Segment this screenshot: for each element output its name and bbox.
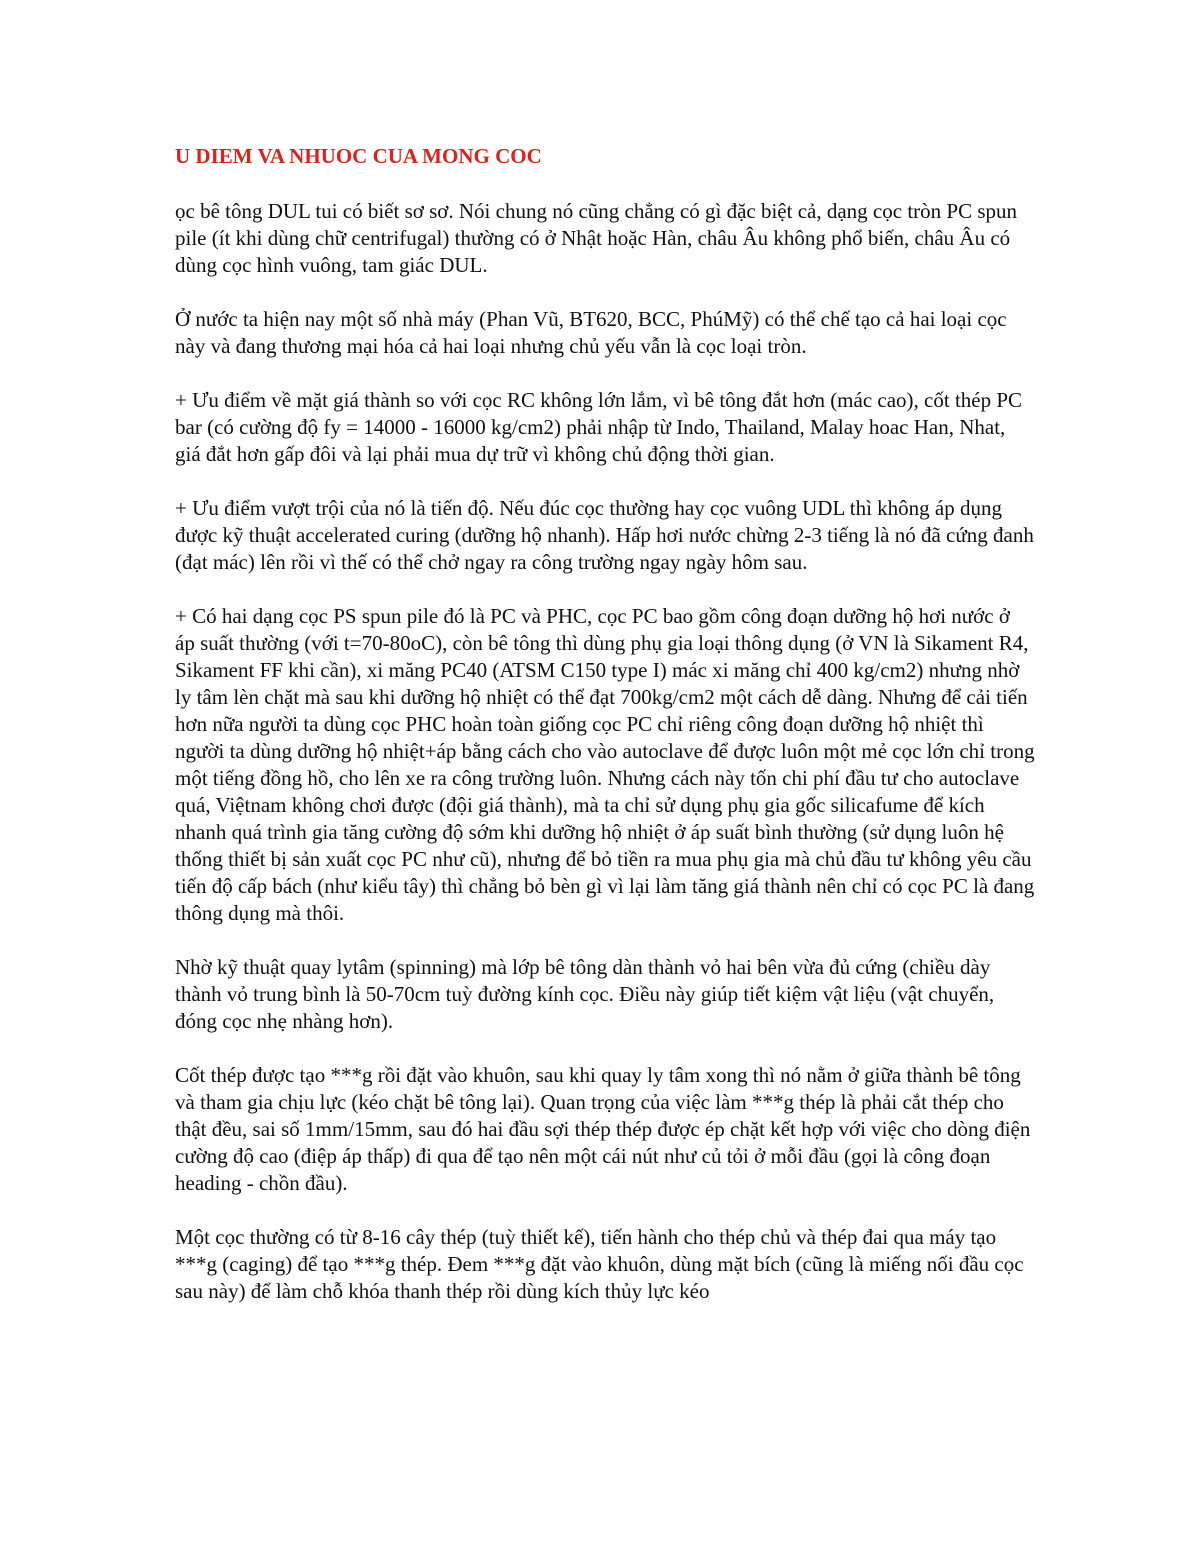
paragraph-cost-advantage: + Ưu điểm về mặt giá thành so với cọc RC không lớn lắm, vì bê tông đắt hơn (mác cao), cốt thép PC bar (có cường độ fy = 14000 - 16000 kg/cm2) phải nhập từ Indo, Thailand, Malay hoac Han, Nhat, giá đắt hơn gấp đôi và lại phải mua dự trữ vì không chủ động thời gian. bbox=[175, 388, 1023, 466]
paragraph-intro: ọc bê tông DUL tui có biết sơ sơ. Nói chung nó cũng chẳng có gì đặc biệt cả, dạng cọc tròn PC spun pile (ít khi dùng chữ centrifugal) thường có ở Nhật hoặc Hàn, châu Âu không phổ biến, châu Âu có dùng cọc hình vuông, tam giác DUL. bbox=[175, 199, 1017, 277]
paragraph-schedule-advantage: + Ưu điểm vượt trội của nó là tiến độ. Nếu đúc cọc thường hay cọc vuông UDL thì không áp dụng được kỹ thuật accelerated curing (dưỡng hộ nhanh). Hấp hơi nước chừng 2-3 tiếng là nó đã cứng đanh (đạt mác) lên rồi vì thế có thể chở ngay ra công trường ngay ngày hôm sau. bbox=[175, 496, 1034, 574]
document-page bbox=[175, 143, 1035, 1332]
paragraph-reinforcement-cage: Cốt thép được tạo ***g rồi đặt vào khuôn, sau khi quay ly tâm xong thì nó nằm ở giữa thành bê tông và tham gia chịu lực (kéo chặt bê tông lại). Quan trọng của việc làm ***g thép là phải cắt thép cho thật đều, sai số 1mm/15mm, sau đó hai đầu sợi thép thép được ép chặt kết hợp với việc cho dòng điện cường độ cao (điệp áp thấp) đi qua để tạo nên một cái nút như củ tỏi ở mỗi đầu (gọi là công đoạn heading - chồn đầu). bbox=[175, 1063, 1031, 1195]
document-title: U DIEM VA NHUOC CUA MONG COC bbox=[175, 144, 542, 168]
paragraph-pc-phc-types: + Có hai dạng cọc PS spun pile đó là PC và PHC, cọc PC bao gồm công đoạn dưỡng hộ hơi nước ở áp suất thường (với t=70-80oC), còn bê tông thì dùng phụ gia loại thông dụng (ở VN là Sikament R4, Sikament FF khi cần), xi măng PC40 (ATSM C150 type I) mác xi măng chỉ 400 kg/cm2) nhưng nhờ ly tâm lèn chặt mà sau khi dưỡng hộ nhiệt có thể đạt 700kg/cm2 một cách dễ dàng. Nhưng để cải tiến hơn nữa người ta dùng cọc PHC hoàn toàn giống cọc PC chỉ riêng công đoạn dưỡng hộ nhiệt thì người ta dùng dưỡng hộ nhiệt+áp bằng cách cho vào autoclave để được luôn một mẻ cọc lớn chỉ trong một tiếng đồng hồ, cho lên xe ra công trường luôn. Nhưng cách này tốn chi phí đầu tư cho autoclave quá, Việtnam không chơi được (đội giá thành), mà ta chỉ sử dụng phụ gia gốc silicafume để kích nhanh quá trình gia tăng cường độ sớm khi dưỡng hộ nhiệt ở áp suất bình thường (sử dụng luôn hệ thống thiết bị sản xuất cọc PC như cũ), nhưng để bỏ tiền ra mua phụ gia mà chủ đầu tư không yêu cầu tiến độ cấp bách (như kiểu tây) thì chẳng bỏ bèn gì vì lại làm tăng giá thành nên chỉ có cọc PC là đang thông dụng mà thôi. bbox=[175, 604, 1035, 925]
paragraph-caging-process: Một cọc thường có từ 8-16 cây thép (tuỳ thiết kế), tiến hành cho thép chủ và thép đai qua máy tạo ***g (caging) để tạo ***g thép. Đem ***g đặt vào khuôn, dùng mặt bích (cũng là miếng nối đầu cọc sau này) để làm chỗ khóa thanh thép rồi dùng kích thủy lực kéo bbox=[175, 1225, 1024, 1303]
paragraph-spinning: Nhờ kỹ thuật quay lytâm (spinning) mà lớp bê tông dàn thành vỏ hai bên vừa đủ cứng (chiều dày thành vỏ trung bình là 50-70cm tuỳ đường kính cọc. Điều này giúp tiết kiệm vật liệu (vật chuyển, đóng cọc nhẹ nhàng hơn). bbox=[175, 955, 995, 1033]
paragraph-factories: Ở nước ta hiện nay một số nhà máy (Phan Vũ, BT620, BCC, PhúMỹ) có thể chế tạo cả hai loại cọc này và đang thương mại hóa cả hai loại nhưng chủ yếu vẫn là cọc loại tròn. bbox=[175, 307, 1007, 358]
